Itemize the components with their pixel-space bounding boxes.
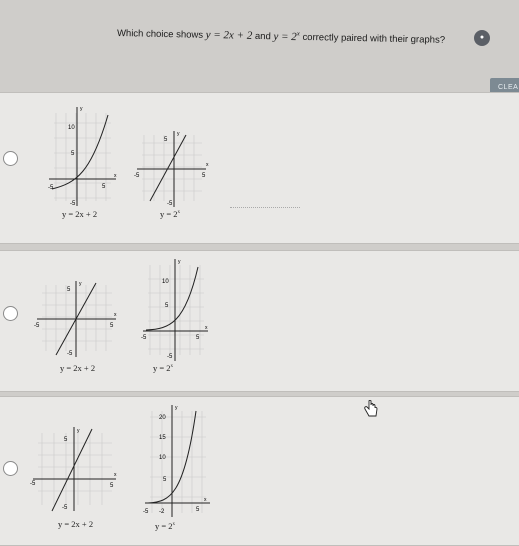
caption-linear-option-3: y = 2x + 2 [58,519,94,529]
svg-text:-2: -2 [159,509,165,515]
graph-linear-option-1 [46,103,121,211]
svg-text:5: 5 [110,483,114,489]
answer-option-1[interactable] [0,92,519,244]
svg-text:5: 5 [165,303,169,309]
svg-text:5: 5 [67,287,71,293]
svg-text:5: 5 [64,437,68,443]
graph-exponential-option-3 [142,403,214,521]
svg-text:10: 10 [162,279,169,285]
svg-text:-5: -5 [134,173,140,179]
svg-text:x: x [205,325,208,331]
hand-pointer-icon [364,400,378,418]
svg-text:x: x [206,162,209,168]
svg-text:20: 20 [159,415,166,421]
svg-text:-5: -5 [141,335,147,341]
svg-text:-5: -5 [48,185,54,191]
caption-exponential-option-2: $y = 2^x$ [153,363,174,373]
svg-text:-5: -5 [67,351,73,357]
graph-exponential-option-2 [140,257,212,363]
svg-text:5: 5 [71,151,75,157]
graph-linear-option-3 [30,425,122,515]
radio-option-2[interactable] [3,306,18,321]
svg-text:x: x [114,173,117,179]
svg-text:y: y [80,106,83,112]
svg-text:5: 5 [202,173,206,179]
svg-text:5: 5 [102,184,106,190]
svg-text:x: x [114,472,117,478]
svg-text:y: y [178,259,181,265]
answer-option-2[interactable] [0,250,519,392]
svg-text:-5: -5 [30,481,36,487]
help-circle-icon[interactable]: ● [474,30,490,46]
svg-text:y: y [177,131,180,137]
svg-text:5: 5 [163,477,167,483]
svg-text:-5: -5 [167,201,173,207]
answer-option-3[interactable] [0,396,519,546]
equation-exponential: $y = 2^x$ [273,29,301,43]
svg-text:-5: -5 [34,323,40,329]
svg-text:y: y [79,281,82,287]
svg-text:x: x [114,312,117,318]
svg-text:y: y [175,405,178,411]
equation-linear: y = 2x + 2 [205,28,253,42]
svg-text:-5: -5 [143,509,149,515]
radio-option-1[interactable] [3,151,18,166]
svg-text:5: 5 [164,137,168,143]
question-text: Which choice shows y = 2x + 2 and $y = 2^x$ correctly paired with their graphs? [116,27,446,46]
caption-exponential-option-1: $y = 2^x$ [160,209,181,219]
caption-linear-option-1: y = 2x + 2 [62,209,98,219]
svg-text:-5: -5 [167,354,173,360]
svg-text:y: y [77,428,80,434]
svg-text:10: 10 [68,125,75,131]
graph-exponential-option-1 [134,129,212,211]
svg-text:5: 5 [196,507,200,513]
svg-text:5: 5 [196,335,200,341]
radio-option-3[interactable] [3,461,18,476]
divider-mark [230,207,300,209]
svg-text:x: x [204,497,207,503]
svg-text:5: 5 [110,323,114,329]
svg-text:-5: -5 [70,201,76,207]
svg-text:10: 10 [159,455,166,461]
caption-linear-option-2: y = 2x + 2 [60,363,96,373]
svg-text:-5: -5 [62,505,68,511]
clear-button[interactable]: CLEA [490,78,519,98]
caption-exponential-option-3: $y = 2^x$ [155,521,176,531]
graph-linear-option-2 [34,279,122,361]
svg-text:15: 15 [159,435,166,441]
